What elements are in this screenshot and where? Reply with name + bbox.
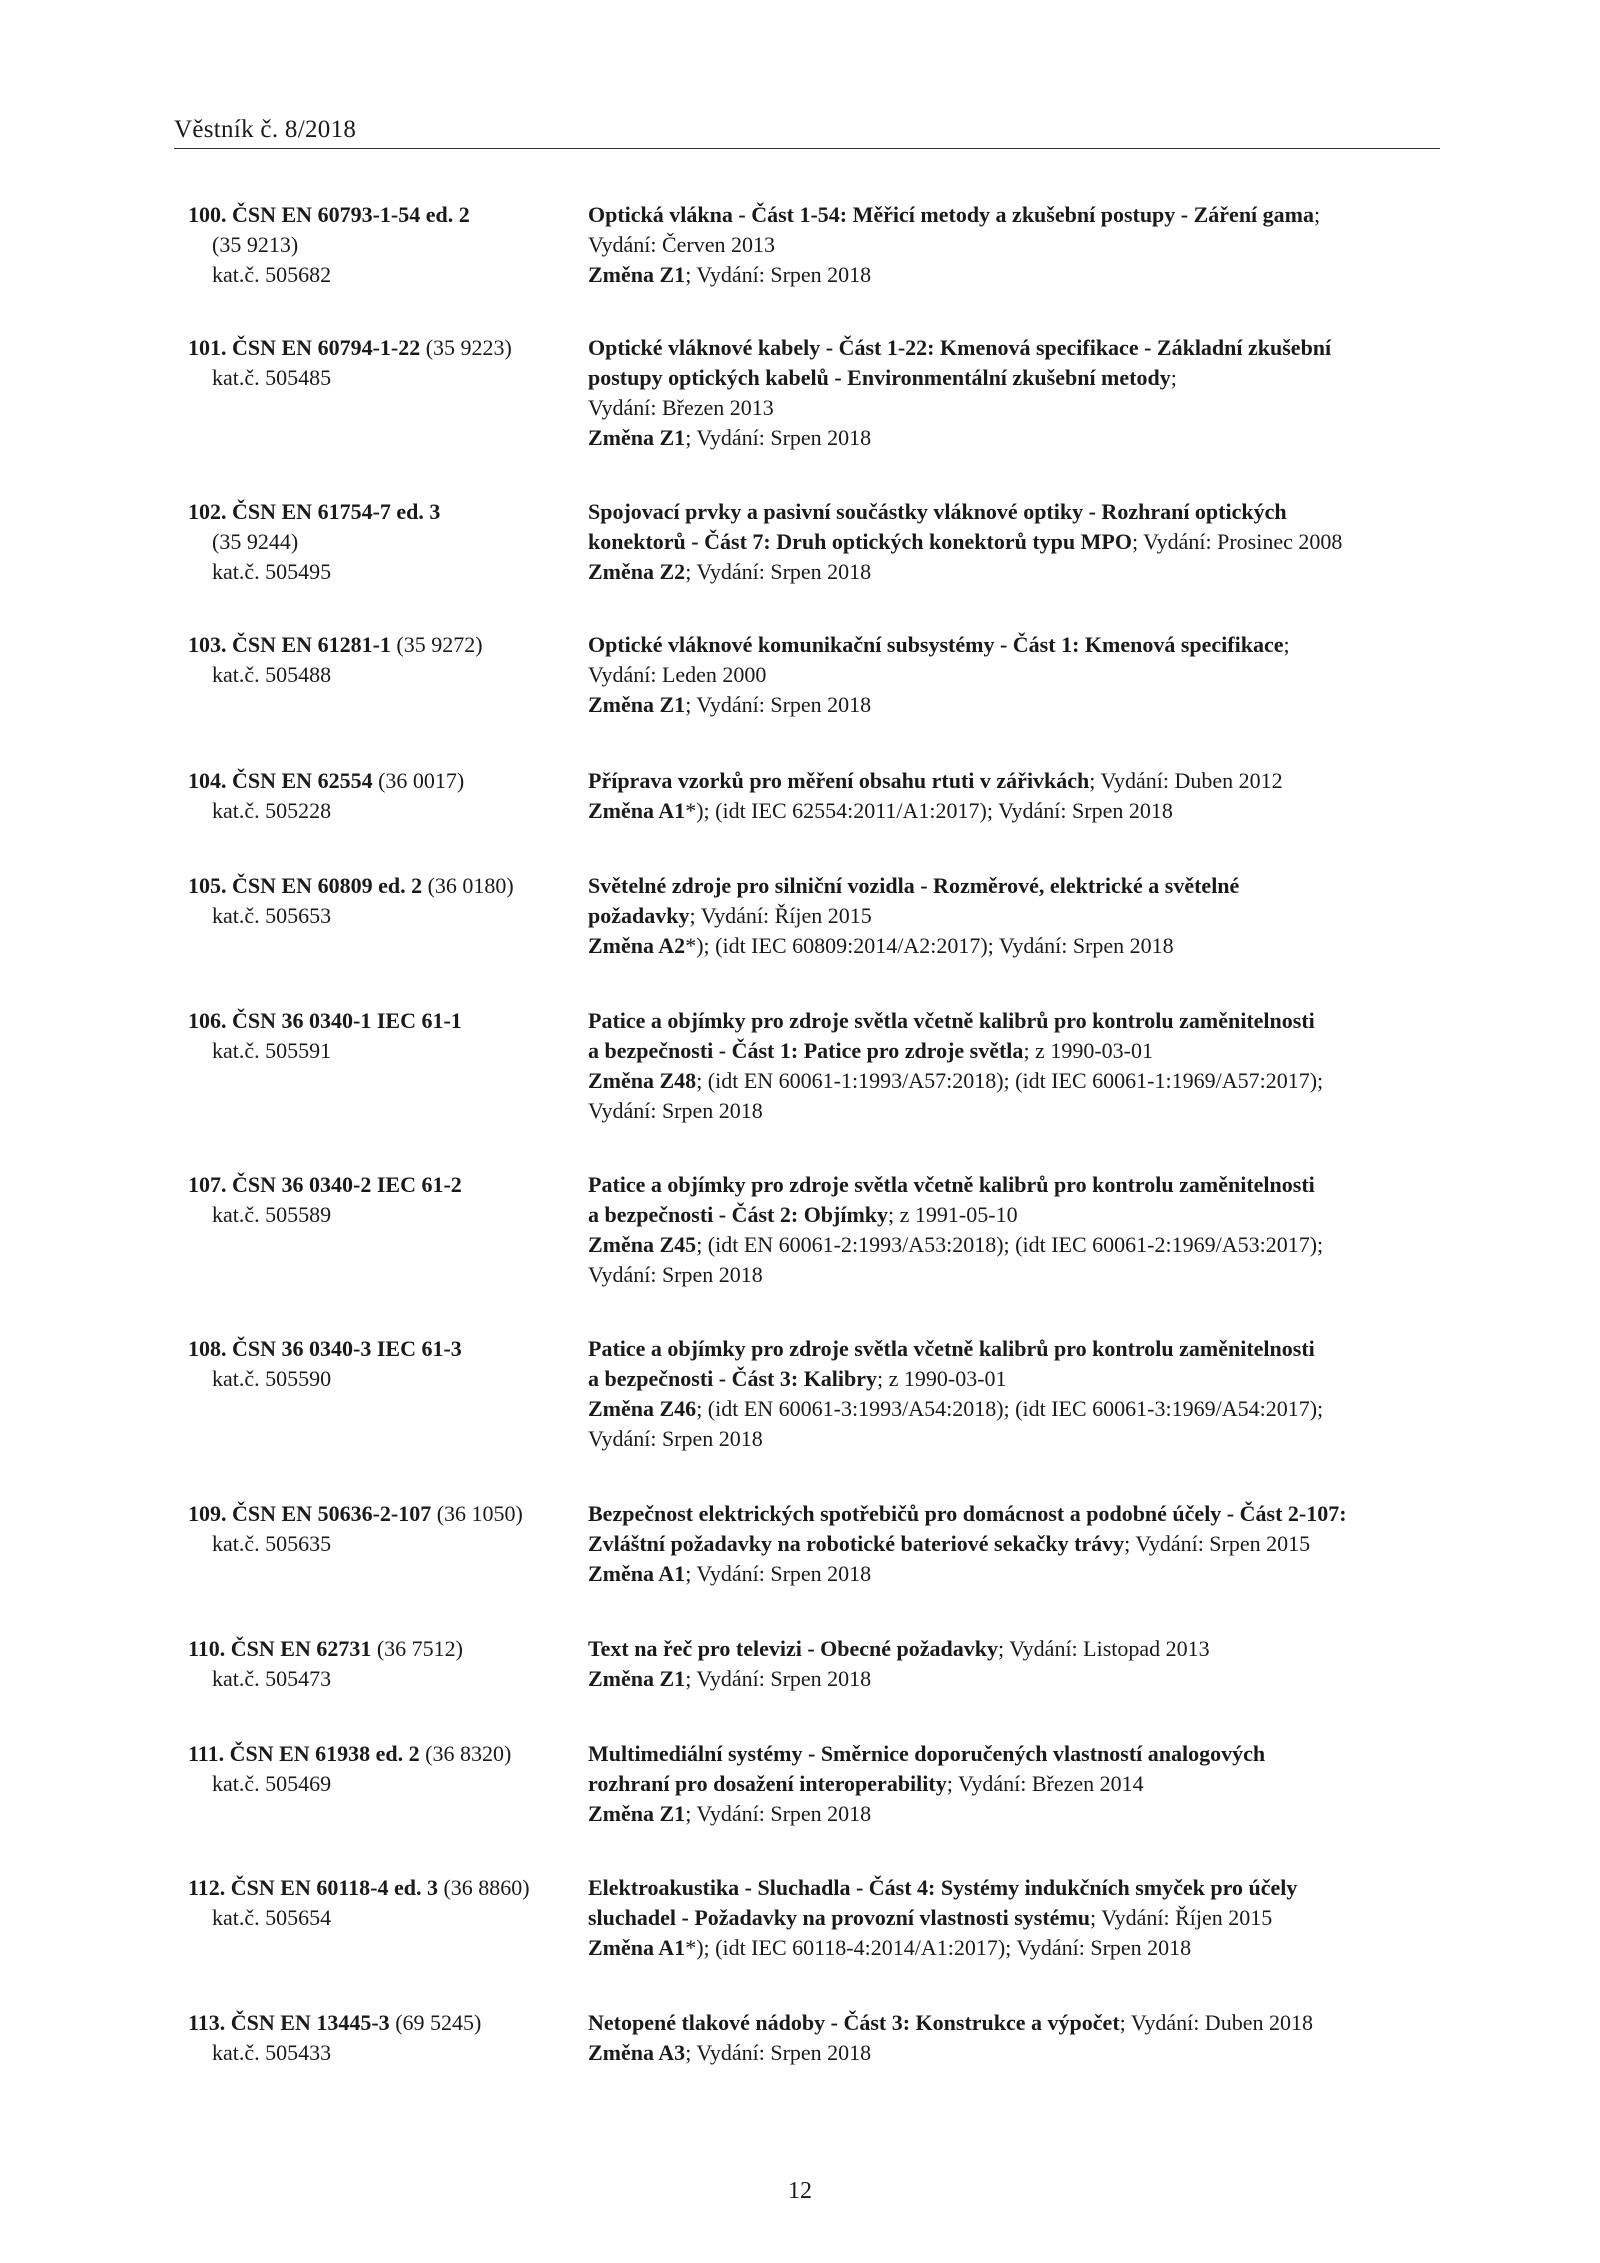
- plain-text: kat.č. 505469: [212, 1771, 332, 1796]
- standard-description-line: [588, 1334, 1448, 1364]
- bold-text: Změna Z1: [588, 1666, 686, 1691]
- standard-designation-line: [188, 1634, 588, 1664]
- standard-designation-line: [188, 1170, 588, 1200]
- bold-text: 107. ČSN 36 0340-2 IEC 61-2: [188, 1172, 462, 1197]
- standard-designation: [188, 1006, 588, 1066]
- bold-text: 111. ČSN EN 61938 ed. 2: [188, 1741, 420, 1766]
- bold-text: 110. ČSN EN 62731: [188, 1636, 372, 1661]
- plain-text: ; Vydání: Duben 2012: [1089, 768, 1283, 793]
- plain-text: (36 1050): [431, 1501, 523, 1526]
- standard-description-line: [588, 690, 1448, 720]
- standard-description-line: [588, 1066, 1448, 1096]
- standard-description-line: [588, 766, 1448, 796]
- standard-designation: [188, 1634, 588, 1694]
- bold-text: 104. ČSN EN 62554: [188, 768, 373, 793]
- plain-text: (35 9244): [212, 529, 299, 554]
- plain-text: ; (idt EN 60061-2:1993/A53:2018); (idt IEC 60061-2:1969/A53:2017);: [696, 1232, 1324, 1257]
- standard-designation-line: [188, 1334, 588, 1364]
- plain-text: kat.č. 505433: [212, 2040, 332, 2065]
- standard-description-line: [588, 1664, 1448, 1694]
- plain-text: *); (idt IEC 60809:2014/A2:2017); Vydání: Srpen 2018: [685, 933, 1174, 958]
- bold-text: Optická vlákna - Část 1-54: Měřicí metody a zkušební postupy - Záření gama: [588, 202, 1314, 227]
- standard-designation-line: [188, 497, 588, 527]
- standard-designation-line: [188, 1499, 588, 1529]
- standard-description-line: [588, 1499, 1448, 1529]
- bold-text: 109. ČSN EN 50636-2-107: [188, 1501, 432, 1526]
- plain-text: (36 0180): [422, 873, 514, 898]
- standard-designation: [188, 1334, 588, 1394]
- standard-designation: [188, 333, 588, 393]
- bold-text: Změna A3: [588, 2040, 686, 2065]
- bold-text: sluchadel - Požadavky na provozní vlastnosti systému: [588, 1905, 1090, 1930]
- plain-text: ; (idt EN 60061-1:1993/A57:2018); (idt IEC 60061-1:1969/A57:2017);: [696, 1068, 1324, 1093]
- standard-description: [588, 871, 1448, 961]
- bold-text: Změna Z46: [588, 1396, 697, 1421]
- standard-description-line: [588, 333, 1448, 363]
- bold-text: 101. ČSN EN 60794-1-22: [188, 335, 421, 360]
- standard-description-line: [588, 796, 1448, 826]
- standard-description-line: [588, 630, 1448, 660]
- bold-text: Změna Z1: [588, 1801, 686, 1826]
- standard-designation: [188, 630, 588, 690]
- plain-text: ; z 1990-03-01: [1023, 1038, 1153, 1063]
- plain-text: kat.č. 505591: [212, 1038, 332, 1063]
- standard-description: [588, 1006, 1448, 1126]
- standard-description-line: [588, 527, 1448, 557]
- bold-text: Optické vláknové komunikační subsystémy - Část 1: Kmenová specifikace: [588, 632, 1284, 657]
- bold-text: Elektroakustika - Sluchadla - Část 4: Systémy indukčních smyček pro účely: [588, 1875, 1298, 1900]
- standard-description-line: [588, 1036, 1448, 1066]
- bold-text: 103. ČSN EN 61281-1: [188, 632, 391, 657]
- plain-text: kat.č. 505635: [212, 1531, 332, 1556]
- bold-text: postupy optických kabelů - Environmentální zkušební metody: [588, 365, 1171, 390]
- plain-text: ; Vydání: Srpen 2018: [685, 2040, 872, 2065]
- bold-text: 100. ČSN EN 60793-1-54 ed. 2: [188, 202, 470, 227]
- plain-text: Vydání: Červen 2013: [588, 232, 775, 257]
- bold-text: Změna A1: [588, 798, 686, 823]
- bold-text: Změna Z45: [588, 1232, 697, 1257]
- standard-designation-line: [188, 2038, 588, 2068]
- plain-text: ; z 1991-05-10: [888, 1202, 1018, 1227]
- plain-text: kat.č. 505682: [212, 262, 332, 287]
- journal-header: [174, 112, 1440, 149]
- bold-text: Světelné zdroje pro silniční vozidla - Rozměrové, elektrické a světelné: [588, 873, 1240, 898]
- standard-designation-line: [188, 901, 588, 931]
- standard-description: [588, 1499, 1448, 1589]
- plain-text: ;: [1283, 632, 1290, 657]
- plain-text: Vydání: Srpen 2018: [588, 1426, 763, 1451]
- standard-description-line: [588, 660, 1448, 690]
- standard-description-line: [588, 1873, 1448, 1903]
- bold-text: Změna Z1: [588, 262, 686, 287]
- plain-text: ; Vydání: Srpen 2018: [685, 262, 872, 287]
- standard-description: [588, 497, 1448, 587]
- standard-description-line: [588, 423, 1448, 453]
- plain-text: ; Vydání: Březen 2014: [946, 1771, 1144, 1796]
- standard-description-line: [588, 1529, 1448, 1559]
- plain-text: ; Vydání: Srpen 2018: [685, 1801, 872, 1826]
- standard-description-line: [588, 2008, 1448, 2038]
- standard-designation-line: [188, 796, 588, 826]
- bold-text: 108. ČSN 36 0340-3 IEC 61-3: [188, 1336, 462, 1361]
- standard-designation: [188, 1170, 588, 1230]
- journal-title: Věstník č. 8/2018: [174, 116, 357, 143]
- bold-text: a bezpečnosti - Část 2: Objímky: [588, 1202, 889, 1227]
- plain-text: Vydání: Leden 2000: [588, 662, 767, 687]
- standard-description-line: [588, 1230, 1448, 1260]
- bold-text: a bezpečnosti - Část 3: Kalibry: [588, 1366, 878, 1391]
- bold-text: Změna A1: [588, 1561, 686, 1586]
- plain-text: ;: [1314, 202, 1321, 227]
- standard-designation-line: [188, 363, 588, 393]
- plain-text: kat.č. 505473: [212, 1666, 332, 1691]
- standard-description-line: [588, 1933, 1448, 1963]
- bold-text: Změna Z1: [588, 692, 686, 717]
- plain-text: ; Vydání: Srpen 2015: [1124, 1531, 1311, 1556]
- plain-text: kat.č. 505653: [212, 903, 332, 928]
- bold-text: 105. ČSN EN 60809 ed. 2: [188, 873, 423, 898]
- standard-designation-line: [188, 766, 588, 796]
- standard-description-line: [588, 230, 1448, 260]
- plain-text: Vydání: Srpen 2018: [588, 1098, 763, 1123]
- standard-designation: [188, 871, 588, 931]
- standard-description: [588, 1739, 1448, 1829]
- plain-text: kat.č. 505228: [212, 798, 332, 823]
- bold-text: Netopené tlakové nádoby - Část 3: Konstrukce a výpočet: [588, 2010, 1120, 2035]
- bold-text: Změna Z48: [588, 1068, 697, 1093]
- standard-designation-line: [188, 333, 588, 363]
- standard-description: [588, 1634, 1448, 1694]
- standard-description-line: [588, 931, 1448, 961]
- standard-designation: [188, 1499, 588, 1559]
- plain-text: ; Vydání: Prosinec 2008: [1131, 529, 1343, 554]
- standard-description-line: [588, 1170, 1448, 1200]
- standard-designation: [188, 200, 588, 290]
- standard-description-line: [588, 497, 1448, 527]
- standard-designation-line: [188, 1364, 588, 1394]
- plain-text: (36 8320): [419, 1741, 512, 1766]
- standard-description-line: [588, 1799, 1448, 1829]
- plain-text: kat.č. 505589: [212, 1202, 332, 1227]
- standard-description-line: [588, 901, 1448, 931]
- standard-description: [588, 1334, 1448, 1454]
- standard-designation-line: [188, 871, 588, 901]
- standard-designation-line: [188, 557, 588, 587]
- standard-designation-line: [188, 630, 588, 660]
- standard-description-line: [588, 1364, 1448, 1394]
- standard-designation: [188, 2008, 588, 2068]
- bold-text: Bezpečnost elektrických spotřebičů pro domácnost a podobné účely - Část 2-107:: [588, 1501, 1347, 1526]
- plain-text: (36 8860): [437, 1875, 530, 1900]
- plain-text: ; Vydání: Srpen 2018: [685, 1561, 872, 1586]
- plain-text: *); (idt IEC 60118-4:2014/A1:2017); Vydání: Srpen 2018: [685, 1935, 1192, 1960]
- standard-designation: [188, 766, 588, 826]
- standard-designation-line: [188, 1739, 588, 1769]
- bold-text: Zvláštní požadavky na robotické bateriové sekačky trávy: [588, 1531, 1125, 1556]
- standard-designation-line: [188, 260, 588, 290]
- plain-text: ;: [1170, 365, 1177, 390]
- standard-designation-line: [188, 1903, 588, 1933]
- bold-text: Text na řeč pro televizi - Obecné požadavky: [588, 1636, 999, 1661]
- bold-text: Příprava vzorků pro měření obsahu rtuti v zářivkách: [588, 768, 1090, 793]
- standard-description-line: [588, 393, 1448, 423]
- standard-designation: [188, 497, 588, 587]
- bold-text: Patice a objímky pro zdroje světla včetně kalibrů pro kontrolu zaměnitelnosti: [588, 1336, 1315, 1361]
- standard-designation-line: [188, 1200, 588, 1230]
- page-number: 12: [788, 2178, 812, 2204]
- plain-text: (36 7512): [371, 1636, 464, 1661]
- standard-description-line: [588, 1903, 1448, 1933]
- plain-text: Vydání: Březen 2013: [588, 395, 774, 420]
- plain-text: (36 0017): [372, 768, 465, 793]
- standard-description: [588, 630, 1448, 720]
- standard-designation: [188, 1873, 588, 1933]
- plain-text: Vydání: Srpen 2018: [588, 1262, 763, 1287]
- standard-description: [588, 1170, 1448, 1290]
- standard-designation-line: [188, 1006, 588, 1036]
- bold-text: konektorů - Část 7: Druh optických konektorů typu MPO: [588, 529, 1132, 554]
- plain-text: ; Vydání: Listopad 2013: [998, 1636, 1210, 1661]
- bold-text: a bezpečnosti - Část 1: Patice pro zdroje světla: [588, 1038, 1024, 1063]
- standard-description: [588, 766, 1448, 826]
- plain-text: ; Vydání: Srpen 2018: [685, 1666, 872, 1691]
- standard-designation-line: [188, 230, 588, 260]
- bold-text: Optické vláknové kabely - Část 1-22: Kmenová specifikace - Základní zkušební: [588, 335, 1332, 360]
- standard-description-line: [588, 1394, 1448, 1424]
- bold-text: 113. ČSN EN 13445-3: [188, 2010, 390, 2035]
- standard-designation-line: [188, 1664, 588, 1694]
- bold-text: 106. ČSN 36 0340-1 IEC 61-1: [188, 1008, 462, 1033]
- standard-description-line: [588, 1200, 1448, 1230]
- bold-text: 112. ČSN EN 60118-4 ed. 3: [188, 1875, 438, 1900]
- standard-description-line: [588, 363, 1448, 393]
- plain-text: ; Vydání: Říjen 2015: [689, 903, 872, 928]
- standard-description-line: [588, 2038, 1448, 2068]
- standard-designation-line: [188, 200, 588, 230]
- standard-description: [588, 1873, 1448, 1963]
- standard-description-line: [588, 557, 1448, 587]
- standard-description-line: [588, 200, 1448, 230]
- standard-description-line: [588, 1260, 1448, 1290]
- standard-description: [588, 200, 1448, 290]
- plain-text: ; Vydání: Duben 2018: [1119, 2010, 1313, 2035]
- standard-designation-line: [188, 1036, 588, 1066]
- standard-description-line: [588, 1634, 1448, 1664]
- standard-designation-line: [188, 1529, 588, 1559]
- bold-text: Změna Z2: [588, 559, 686, 584]
- standard-designation-line: [188, 660, 588, 690]
- standard-description-line: [588, 1096, 1448, 1126]
- bold-text: 102. ČSN EN 61754-7 ed. 3: [188, 499, 441, 524]
- plain-text: (69 5245): [389, 2010, 482, 2035]
- standard-designation-line: [188, 2008, 588, 2038]
- bold-text: Změna Z1: [588, 425, 686, 450]
- standard-description-line: [588, 1559, 1448, 1589]
- plain-text: kat.č. 505485: [212, 365, 332, 390]
- standard-designation-line: [188, 527, 588, 557]
- plain-text: kat.č. 505654: [212, 1905, 332, 1930]
- plain-text: (35 9223): [420, 335, 512, 360]
- plain-text: kat.č. 505495: [212, 559, 332, 584]
- standard-designation-line: [188, 1769, 588, 1799]
- plain-text: *); (idt IEC 62554:2011/A1:2017); Vydání: Srpen 2018: [685, 798, 1173, 823]
- standard-description: [588, 2008, 1448, 2068]
- bold-text: Změna A2: [588, 933, 686, 958]
- plain-text: ; Vydání: Srpen 2018: [685, 425, 872, 450]
- standard-description-line: [588, 1769, 1448, 1799]
- bold-text: požadavky: [588, 903, 690, 928]
- plain-text: ; (idt EN 60061-3:1993/A54:2018); (idt IEC 60061-3:1969/A54:2017);: [696, 1396, 1324, 1421]
- bold-text: Patice a objímky pro zdroje světla včetně kalibrů pro kontrolu zaměnitelnosti: [588, 1172, 1315, 1197]
- standard-description-line: [588, 1006, 1448, 1036]
- plain-text: ; Vydání: Srpen 2018: [685, 692, 872, 717]
- bold-text: Změna A1: [588, 1935, 686, 1960]
- standard-description-line: [588, 871, 1448, 901]
- standard-designation-line: [188, 1873, 588, 1903]
- standard-designation: [188, 1739, 588, 1799]
- bold-text: Spojovací prvky a pasivní součástky vláknové optiky - Rozhraní optických: [588, 499, 1287, 524]
- bold-text: Multimediální systémy - Směrnice doporučených vlastností analogových: [588, 1741, 1266, 1766]
- plain-text: (35 9213): [212, 232, 299, 257]
- plain-text: ; z 1990-03-01: [877, 1366, 1007, 1391]
- standard-description: [588, 333, 1448, 453]
- plain-text: kat.č. 505590: [212, 1366, 332, 1391]
- standard-description-line: [588, 1424, 1448, 1454]
- plain-text: (35 9272): [390, 632, 483, 657]
- bold-text: Patice a objímky pro zdroje světla včetně kalibrů pro kontrolu zaměnitelnosti: [588, 1008, 1315, 1033]
- plain-text: ; Vydání: Říjen 2015: [1089, 1905, 1273, 1930]
- plain-text: kat.č. 505488: [212, 662, 332, 687]
- standard-description-line: [588, 260, 1448, 290]
- plain-text: ; Vydání: Srpen 2018: [685, 559, 872, 584]
- bold-text: rozhraní pro dosažení interoperability: [588, 1771, 947, 1796]
- standard-description-line: [588, 1739, 1448, 1769]
